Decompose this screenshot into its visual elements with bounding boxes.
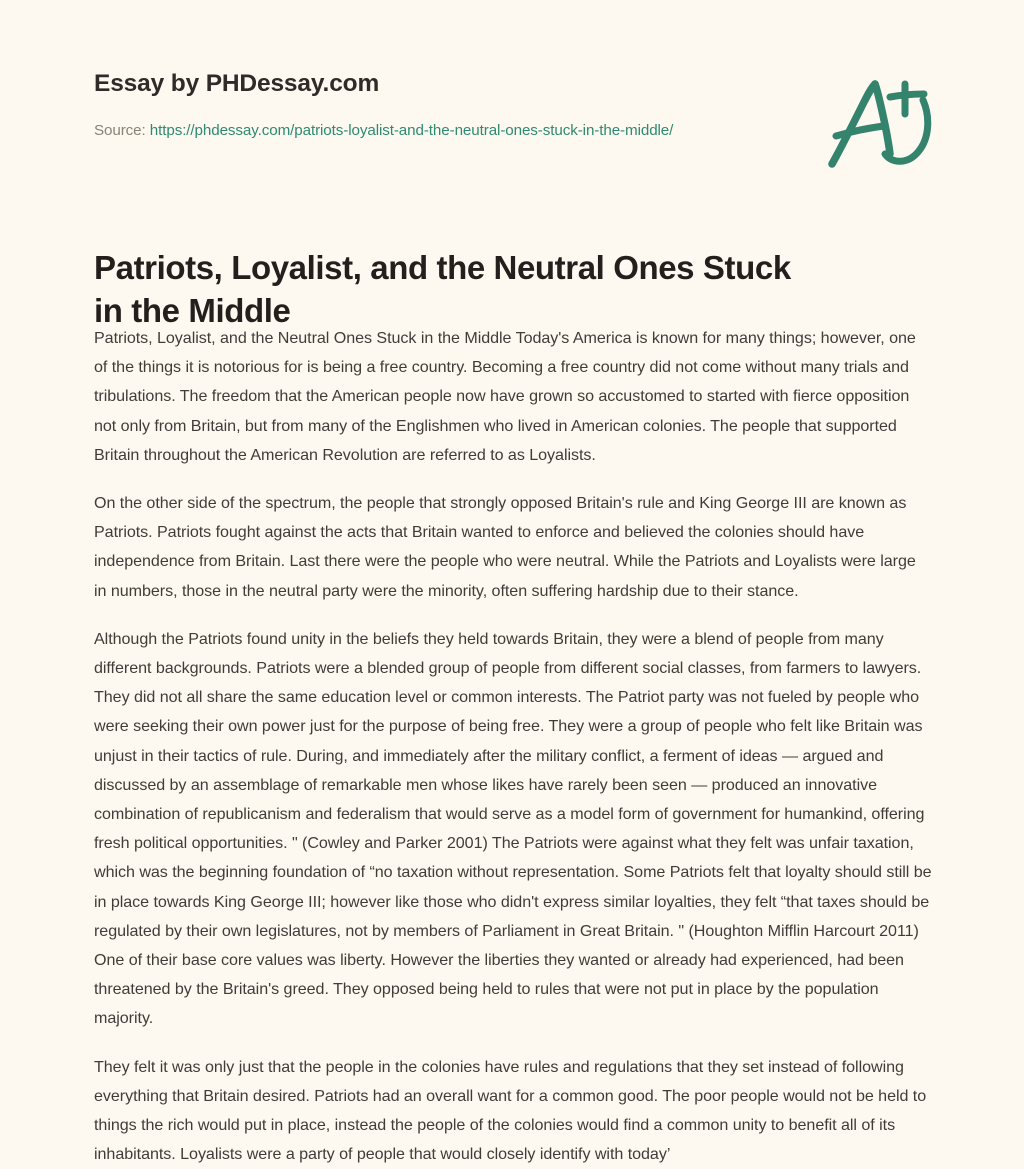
source-url-link[interactable]: https://phdessay.com/patriots-loyalist-and-the-neutral-ones-stuck-in-the-middle/ bbox=[149, 122, 674, 139]
source-label: Source: bbox=[94, 122, 146, 139]
paragraph: Although the Patriots found unity in the beliefs they held towards Britain, they were a blend of people from many different backgrounds. Patriots were a blended group of people from different social classes, from farmers to lawyers. They did not all share the same education level or common interests. The Patriot party was not fueled by people who were seeking their own power just for the purpose of being free. They were a group of people who felt like Britain was unjust in their tactics of rule. During, and immediately after the military conflict, a ferment of ideas — argued and discussed by an assemblage of remarkable men whose likes have rarely been seen — produced an innovative combination of republicanism and federalism that would serve as a model form of government for humankind, offering fresh political opportunities. " (Cowley and Parker 2001) The Patriots were against what they felt was unfair taxation, which was the beginning foundation of “no taxation without representation. Some Patriots felt that loyalty should still be in place towards King George III; however like those who didn't express similar loyalties, they felt “that taxes should be regulated by their own legislatures, not by members of Parliament in Great Britain. " (Houghton Mifflin Harcourt 2011) One of their base core values was liberty. However the liberties they wanted or already had experienced, had been threatened by the Britain's greed. They opposed being held to rules that were not put in place by the population majority. bbox=[94, 629, 932, 1028]
brand-title: Essay by PHDessay.com bbox=[94, 70, 380, 97]
essay-body bbox=[94, 324, 932, 1169]
paragraph: Patriots, Loyalist, and the Neutral Ones Stuck in the Middle Today's America is known for many things; however, one of the things it is notorious for is being a free country. Becoming a free country did not come without many trials and tribulations. The freedom that the American people now have grown so accustomed to started with fierce opposition not only from Britain, but from many of the Englishmen who lived in American colonies. The people that supported Britain throughout the American Revolution are referred to as Loyalists. bbox=[94, 329, 916, 464]
page-header bbox=[0, 0, 1024, 200]
paragraph: They felt it was only just that the people in the colonies have rules and regulations that they set instead of following everything that Britain desired. Patriots had an overall want for a common good. The poor people would not be held to things the rich would put in place, instead the people of the colonies would find a common unity to benefit all of its inhabitants. Loyalists were a party of people that would closely identify with today’ bbox=[94, 1057, 927, 1164]
page-title: Patriots, Loyalist, and the Neutral Ones Stuck in the Middle bbox=[94, 249, 791, 330]
aplus-logo-icon bbox=[818, 68, 946, 172]
paragraph: On the other side of the spectrum, the people that strongly opposed Britain's rule and King George III are known as Patriots. Patriots fought against the acts that Britain wanted to enforce and believed the colonies should have independence from Britain. Last there were the people who were neutral. While the Patriots and Loyalists were large in numbers, those in the neutral party were the minority, often suffering hardship due to their stance. bbox=[94, 494, 916, 600]
source-line bbox=[94, 122, 673, 139]
